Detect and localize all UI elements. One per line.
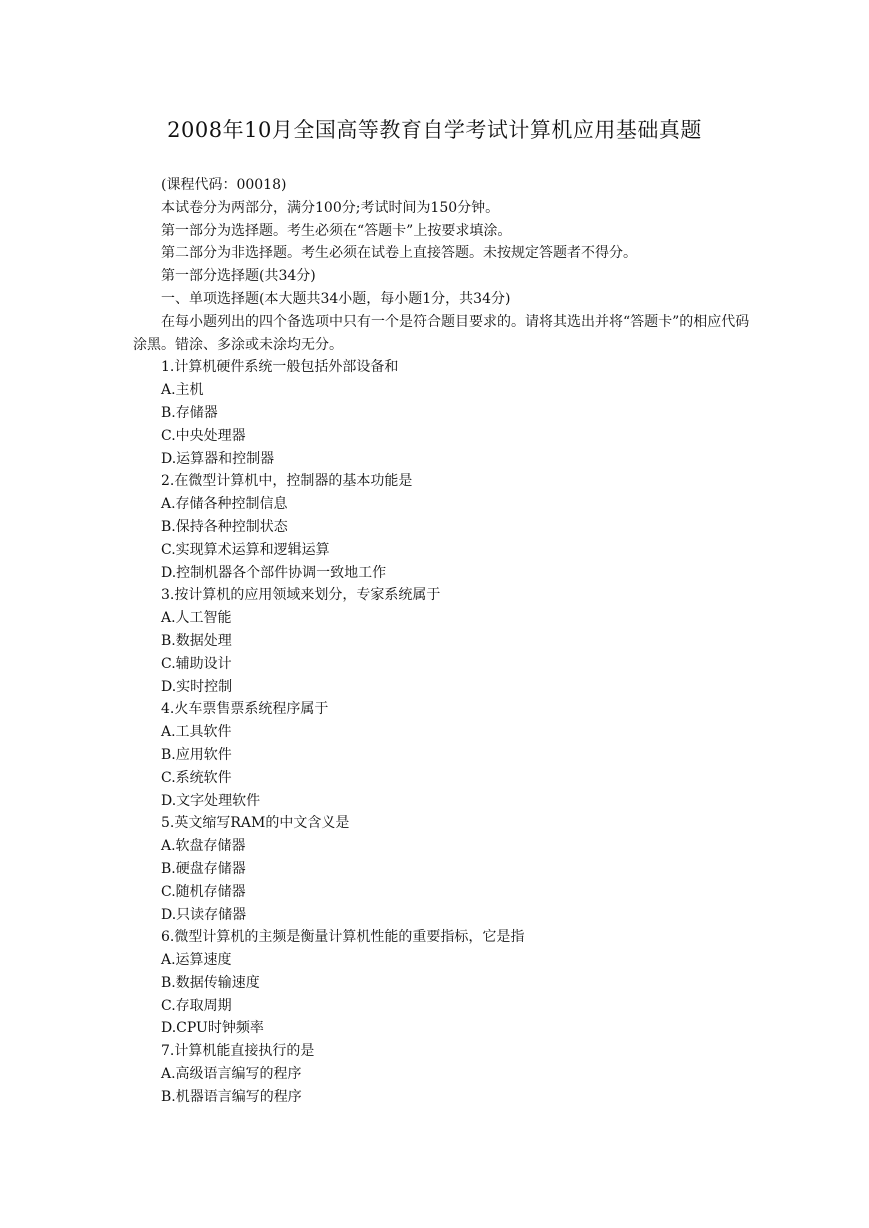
question-option: B.保持各种控制状态: [161, 518, 288, 535]
question-stem: 4.火车票售票系统程序属于: [161, 701, 329, 718]
section-heading: 一、单项选择题(本大题共34小题，每小题1分，共34分): [161, 290, 511, 307]
question-option: A.人工智能: [161, 610, 232, 627]
question-option: D.运算器和控制器: [161, 450, 275, 467]
part-one-heading: 第一部分选择题(共34分): [161, 268, 316, 285]
part-one-note: 第一部分为选择题。考生必须在“答题卡”上按要求填涂。: [161, 222, 512, 239]
document-body: [133, 174, 753, 1109]
question-option: B.应用软件: [161, 746, 232, 763]
question-option: C.系统软件: [161, 769, 232, 786]
question-option: D.CPU时钟频率: [161, 1020, 264, 1037]
question-option: A.主机: [161, 382, 204, 399]
question-option: D.实时控制: [161, 678, 233, 695]
part-two-note: 第二部分为非选择题。考生必须在试卷上直接答题。未按规定答题者不得分。: [161, 245, 637, 262]
course-code: (课程代码：00018): [161, 177, 287, 193]
exam-info: 本试卷分为两部分，满分100分;考试时间为150分钟。: [161, 199, 500, 216]
question-option: B.数据传输速度: [161, 974, 260, 991]
question-option: A.高级语言编写的程序: [161, 1066, 302, 1083]
question-option: A.软盘存储器: [161, 838, 246, 855]
question-option: A.工具软件: [161, 724, 232, 741]
question-option: C.中央处理器: [161, 427, 246, 444]
question-stem: 3.按计算机的应用领域来划分，专家系统属于: [161, 587, 441, 604]
question-option: C.随机存储器: [161, 883, 246, 900]
question-stem: 5.英文缩写RAM的中文含义是: [161, 815, 350, 832]
question-option: B.机器语言编写的程序: [161, 1088, 302, 1105]
question-stem: 1.计算机硬件系统一般包括外部设备和: [161, 359, 399, 376]
document-title: 2008年10月全国高等教育自学考试计算机应用基础真题: [167, 118, 702, 142]
question-option: D.文字处理软件: [161, 792, 261, 809]
question-stem: 7.计算机能直接执行的是: [161, 1043, 315, 1060]
question-option: C.辅助设计: [161, 655, 232, 672]
question-stem: 6.微型计算机的主频是衡量计算机性能的重要指标，它是指: [161, 929, 525, 946]
question-option: C.实现算术运算和逻辑运算: [161, 541, 330, 558]
question-stem: 2.在微型计算机中，控制器的基本功能是: [161, 473, 413, 490]
question-option: B.数据处理: [161, 632, 232, 649]
question-option: D.控制机器各个部件协调一致地工作: [161, 564, 387, 581]
question-list: [133, 356, 753, 1108]
question-option: A.存储各种控制信息: [161, 496, 288, 513]
question-option: B.硬盘存储器: [161, 860, 246, 877]
question-option: A.运算速度: [161, 952, 232, 969]
question-option: C.存取周期: [161, 997, 232, 1014]
instruction-paragraph: 在每小题列出的四个备选项中只有一个是符合题目要求的。请将其选出并将“答题卡”的相应代码涂黑。错涂、多涂或未涂均无分。: [133, 313, 750, 353]
question-option: B.存储器: [161, 404, 218, 421]
question-option: D.只读存储器: [161, 906, 247, 923]
